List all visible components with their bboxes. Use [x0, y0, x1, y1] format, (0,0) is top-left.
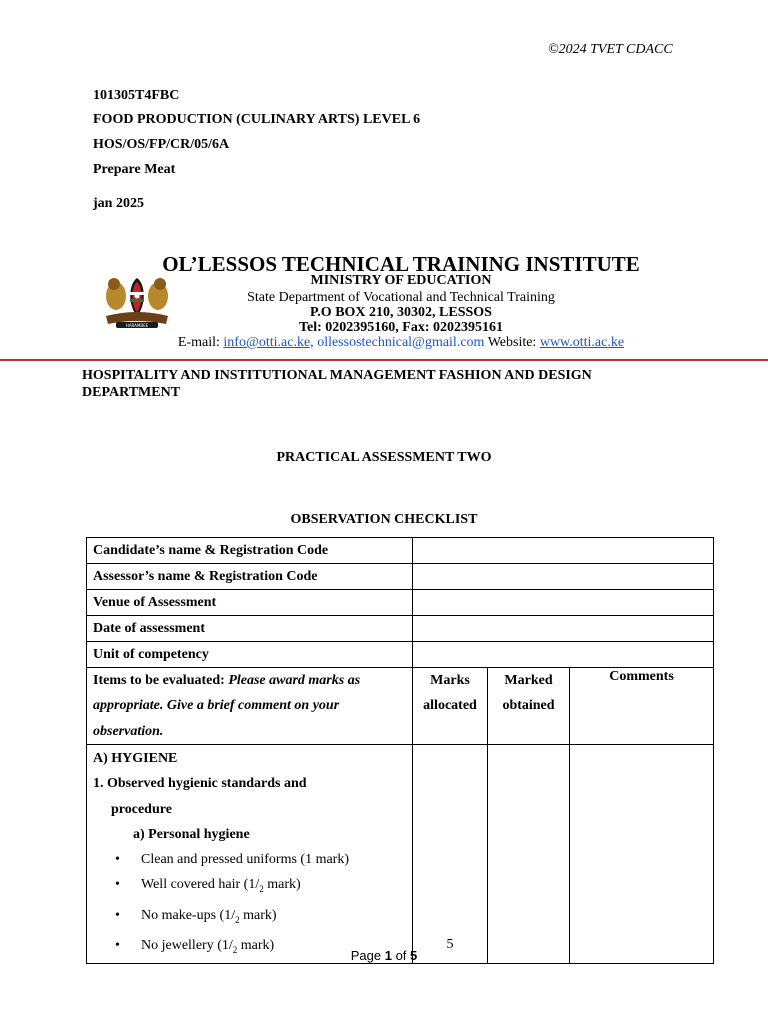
- course-title: FOOD PRODUCTION (CULINARY ARTS) LEVEL 6: [93, 112, 421, 127]
- info-label: Unit of competency: [87, 642, 413, 668]
- course-code: 101305T4FBC: [93, 88, 180, 103]
- info-value-field[interactable]: [413, 616, 714, 642]
- bullet-text: No make-ups (1/: [141, 907, 236, 923]
- info-value-field[interactable]: [413, 590, 714, 616]
- email-link-gmail[interactable]: ollessostechnical@gmail.com: [317, 335, 485, 350]
- email-link-info[interactable]: info@otti.ac.ke,: [223, 335, 314, 350]
- section-a-heading: A) HYGIENE: [93, 751, 178, 766]
- unit-code: HOS/OS/FP/CR/05/6A: [93, 137, 230, 152]
- unit-name: Prepare Meat: [93, 162, 176, 177]
- bullet-icon: •: [115, 937, 120, 953]
- bullet-icon: •: [115, 852, 120, 868]
- of-label: of: [395, 948, 407, 963]
- comments-cell[interactable]: [570, 745, 714, 964]
- obtained-header-line2: obtained: [502, 698, 555, 713]
- svg-text:HARAMBEE: HARAMBEE: [125, 323, 149, 328]
- bullet-suffix: mark): [237, 937, 275, 953]
- state-department: State Department of Vocational and Technical Training: [247, 290, 555, 305]
- info-label: Assessor’s name & Registration Code: [87, 564, 413, 590]
- marks-obtained-cell[interactable]: [488, 745, 570, 964]
- institute-name: OL’LESSOS TECHNICAL TRAINING INSTITUTE: [162, 252, 640, 276]
- hygiene-items-cell: [87, 745, 413, 964]
- info-row-unit: [87, 642, 714, 668]
- bullet-icon: •: [115, 877, 120, 893]
- marks-allocated-header: [413, 668, 488, 745]
- eval-instructions: Please award marks as appropriate. Give a brief comment on your observation.: [93, 673, 361, 739]
- exam-date: jan 2025: [93, 196, 144, 211]
- comments-header: Comments: [570, 668, 714, 745]
- obtained-header-line1: Marked: [504, 673, 553, 688]
- marks-header-line1: Marks: [430, 673, 470, 688]
- eval-label: Items to be evaluated:: [93, 673, 225, 688]
- bullet-text: Clean and pressed uniforms (1 mark): [141, 852, 349, 868]
- observation-checklist-table: [86, 537, 714, 964]
- fraction-denominator: 2: [235, 914, 240, 925]
- hygiene-row: [87, 745, 714, 964]
- postal-address: P.O BOX 210, 30302, LESSOS: [310, 305, 492, 320]
- website-label: Website:: [487, 335, 537, 350]
- marks-header-line2: allocated: [423, 698, 477, 713]
- eval-header-row: [87, 668, 714, 745]
- info-value-field[interactable]: [413, 642, 714, 668]
- department-heading: HOSPITALITY AND INSTITUTIONAL MANAGEMENT FASHION AND DESIGN DEPARTMENT: [82, 368, 592, 400]
- info-value-field[interactable]: [413, 564, 714, 590]
- marks-allocated-cell: 5: [413, 745, 488, 964]
- info-row-candidate: [87, 538, 714, 564]
- info-row-venue: [87, 590, 714, 616]
- email-label: E-mail:: [177, 335, 220, 350]
- bullet-suffix: mark): [263, 877, 301, 893]
- info-value-field[interactable]: [413, 538, 714, 564]
- item-1-line1: 1. Observed hygienic standards and: [93, 776, 307, 792]
- phone-fax: Tel: 0202395160, Fax: 0202395161: [298, 320, 504, 335]
- item-1-line2: procedure: [111, 801, 172, 817]
- list-item: [93, 847, 406, 872]
- info-row-date: [87, 616, 714, 642]
- marks-obtained-header: [488, 668, 570, 745]
- info-label: Candidate’s name & Registration Code: [87, 538, 413, 564]
- page-current: 1: [384, 948, 392, 963]
- fraction-denominator: 2: [232, 944, 238, 955]
- eval-instructions-cell: [87, 668, 413, 745]
- checklist-title: OBSERVATION CHECKLIST: [290, 512, 478, 527]
- list-item: [93, 903, 406, 933]
- contact-line: [0, 335, 768, 351]
- copyright-text: ©2024 TVET CDACC: [548, 42, 673, 57]
- info-row-assessor: [87, 564, 714, 590]
- bullet-icon: •: [115, 907, 120, 923]
- page-label: Page: [350, 948, 382, 963]
- bullet-text: No jewellery (1/: [141, 937, 233, 953]
- page-total: 5: [410, 948, 418, 963]
- list-item: [93, 872, 406, 902]
- info-label: Date of assessment: [87, 616, 413, 642]
- website-link[interactable]: www.otti.ac.ke: [539, 335, 625, 350]
- fraction-denominator: 2: [259, 884, 264, 895]
- page-footer: [0, 948, 768, 963]
- sub-item-personal-hygiene: a) Personal hygiene: [133, 826, 250, 842]
- bullet-text: Well covered hair (1/: [141, 877, 260, 893]
- assessment-title: PRACTICAL ASSESSMENT TWO: [276, 450, 492, 465]
- bullet-suffix: mark): [239, 907, 277, 923]
- ministry-name: MINISTRY OF EDUCATION: [310, 273, 492, 288]
- info-label: Venue of Assessment: [87, 590, 413, 616]
- header-divider: [0, 359, 768, 361]
